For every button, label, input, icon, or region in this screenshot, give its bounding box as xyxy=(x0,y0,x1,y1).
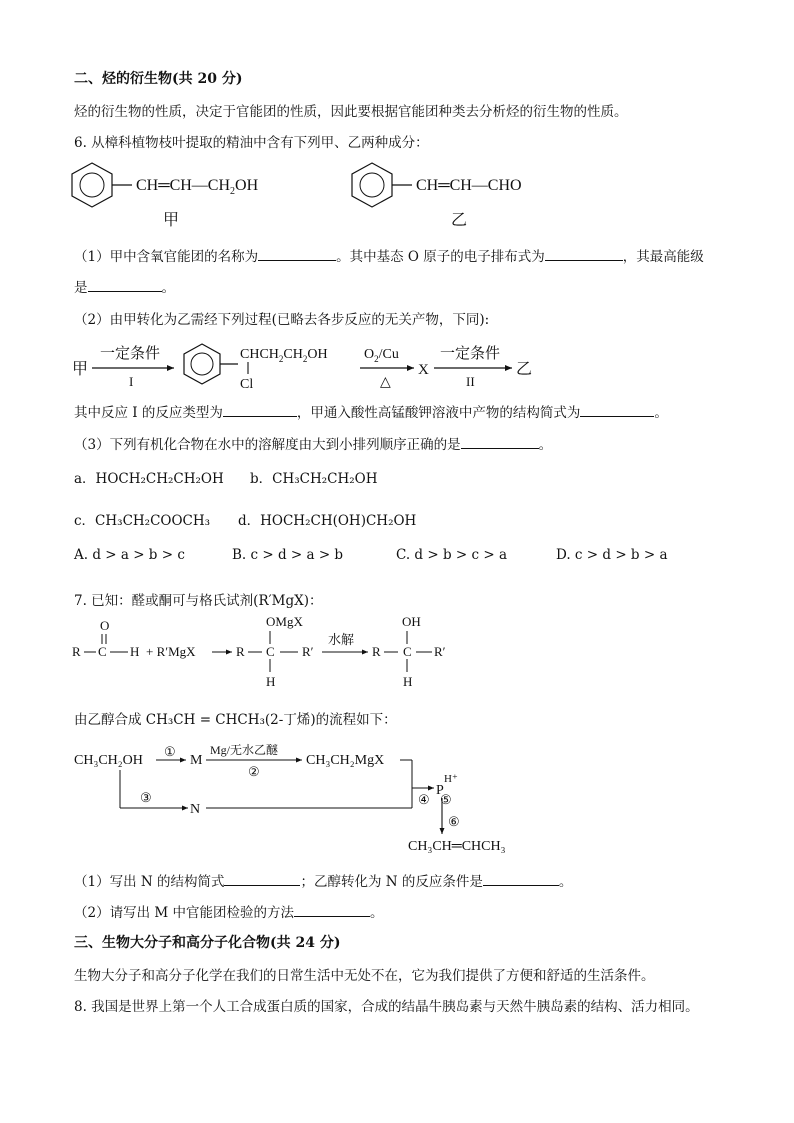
scheme-reagent: $O_2/Cu$ xyxy=(364,347,399,364)
section-intro: 生物大分子和高分子化学在我们的日常生活中无处不在，它为我们提供了方便和舒适的生活条件。 xyxy=(74,968,655,984)
choice-d[interactable]: D. c > d > b > a xyxy=(556,547,668,563)
question-6-part-1-cont: 是 。 xyxy=(74,276,175,296)
svg-text:C: C xyxy=(403,644,412,659)
svg-text:R′: R′ xyxy=(302,644,314,659)
answer-blank[interactable] xyxy=(545,246,623,261)
option-d: d．HOCH₂CH(OH)CH₂OH xyxy=(238,513,417,529)
question-7-part-2: （2）请写出 M 中官能团检验的方法 。 xyxy=(74,901,384,921)
section-intro: 烃的衍生物的性质，决定于官能团的性质，因此要根据官能团种类去分析烃的衍生物的性质。 xyxy=(74,104,628,120)
answer-blank[interactable] xyxy=(294,902,370,917)
svg-text:水解: 水解 xyxy=(328,632,355,647)
svg-text:H: H xyxy=(266,674,276,689)
svg-text:M: M xyxy=(190,753,203,768)
svg-text:③: ③ xyxy=(140,790,152,805)
svg-text:OH: OH xyxy=(402,614,421,629)
scheme-step-2: II xyxy=(466,374,475,389)
question-7-stem: 7. 已知：醛或酮可与格氏试剂(R′MgX)： xyxy=(74,593,323,609)
svg-text:CH₃CH₂OH: CH₃CH₂OH xyxy=(74,753,143,768)
synthesis-flow xyxy=(70,738,550,858)
svg-text:①: ① xyxy=(164,744,176,759)
svg-text:R: R xyxy=(72,644,81,659)
scheme-condition-2: 一定条件 xyxy=(440,346,501,362)
jia-label: 甲 xyxy=(163,212,180,229)
scheme-x: X xyxy=(418,362,429,378)
svg-text:H⁺: H⁺ xyxy=(444,773,458,785)
svg-text:C: C xyxy=(266,644,275,659)
benzene-ring-yi xyxy=(352,163,412,207)
scheme-step-1: I xyxy=(129,374,134,389)
svg-text:C: C xyxy=(98,644,107,659)
svg-text:②: ② xyxy=(248,764,260,779)
option-c: c．CH₃CH₂COOCH₃ xyxy=(74,513,211,529)
svg-text:⑥: ⑥ xyxy=(448,814,460,829)
option-a: a．HOCH₂CH₂CH₂OH xyxy=(74,471,224,487)
section-heading: 二、烃的衍生物(共 20 分) xyxy=(74,71,243,87)
svg-text:R: R xyxy=(236,644,245,659)
svg-text:H: H xyxy=(130,644,140,659)
scheme-start: 甲 xyxy=(72,361,89,378)
jia-formula: $CH═CH—CH_2OH$ xyxy=(136,177,259,197)
answer-blank[interactable] xyxy=(461,434,539,449)
option-b: b．CH₃CH₂CH₂OH xyxy=(250,471,378,487)
question-6-stem: 6. 从樟科植物枝叶提取的精油中含有下列甲、乙两种成分： xyxy=(74,135,429,151)
svg-text:⑤: ⑤ xyxy=(440,792,452,807)
question-7-part-1: （1）写出 N 的结构简式 ；乙醇转化为 N 的反应条件是 。 xyxy=(74,870,572,890)
question-6-part-1: （1）甲中含氧官能团的名称为 。其中基态 O 原子的电子排布式为 ，其最高能级 xyxy=(74,245,704,265)
heat-symbol: △ xyxy=(380,375,391,390)
scheme-end: 乙 xyxy=(516,361,533,378)
svg-text:R: R xyxy=(372,644,381,659)
yi-label: 乙 xyxy=(451,212,468,229)
section-heading: 三、生物大分子和高分子化合物(共 24 分) xyxy=(74,935,341,951)
choice-b[interactable]: B. c > d > a > b xyxy=(232,547,344,563)
answer-blank[interactable] xyxy=(258,246,336,261)
svg-text:H: H xyxy=(403,674,413,689)
svg-text:④: ④ xyxy=(418,792,430,807)
benzene-ring-jia xyxy=(72,163,132,207)
svg-text:OMgX: OMgX xyxy=(266,614,303,629)
svg-text:CH₃CH═CHCH₃: CH₃CH═CHCH₃ xyxy=(408,839,506,854)
question-6-part-2: （2）由甲转化为乙需经下列过程(已略去各步反应的无关产物，下同): xyxy=(74,312,490,328)
answer-blank[interactable] xyxy=(223,402,297,417)
compound-structures xyxy=(60,155,580,235)
reaction-scheme xyxy=(68,336,548,396)
synthesis-intro: 由乙醇合成 CH₃CH = CHCH₃(2-丁烯)的流程如下： xyxy=(74,712,397,728)
svg-text:CH₃CH₂MgX: CH₃CH₂MgX xyxy=(306,753,385,768)
benzene-ring-intermediate xyxy=(184,344,238,384)
svg-text:R′: R′ xyxy=(434,644,446,659)
svg-text:P: P xyxy=(436,783,444,798)
choice-c[interactable]: C. d > b > c > a xyxy=(396,547,508,563)
svg-text:Mg/无水乙醚: Mg/无水乙醚 xyxy=(210,743,279,757)
question-6-part-2-answer: 其中反应 I 的反应类型为 ，甲通入酸性高锰酸钾溶液中产物的结构简式为 。 xyxy=(74,401,668,421)
choice-a[interactable]: A. d > a > b > c xyxy=(74,547,185,563)
grignard-reaction xyxy=(66,610,486,694)
answer-blank[interactable] xyxy=(88,277,162,292)
question-8-stem: 8. 我国是世界上第一个人工合成蛋白质的国家，合成的结晶牛胰岛素与天然牛胰岛素的结构、活力相同。 xyxy=(74,999,699,1015)
answer-blank[interactable] xyxy=(580,402,654,417)
intermediate-formula: $CHCH_2CH_2OH$ xyxy=(240,347,328,364)
yi-formula: CH═CH—CHO xyxy=(416,177,522,194)
svg-text:+ R′MgX: + R′MgX xyxy=(146,644,196,659)
question-6-part-3: （3）下列有机化合物在水中的溶解度由大到小排列顺序正确的是 。 xyxy=(74,433,552,453)
svg-text:N: N xyxy=(190,802,201,817)
scheme-condition-1: 一定条件 xyxy=(100,346,161,362)
intermediate-substituent: Cl xyxy=(240,377,254,392)
answer-blank[interactable] xyxy=(224,871,300,886)
svg-text:O: O xyxy=(100,618,110,633)
answer-blank[interactable] xyxy=(483,871,559,886)
